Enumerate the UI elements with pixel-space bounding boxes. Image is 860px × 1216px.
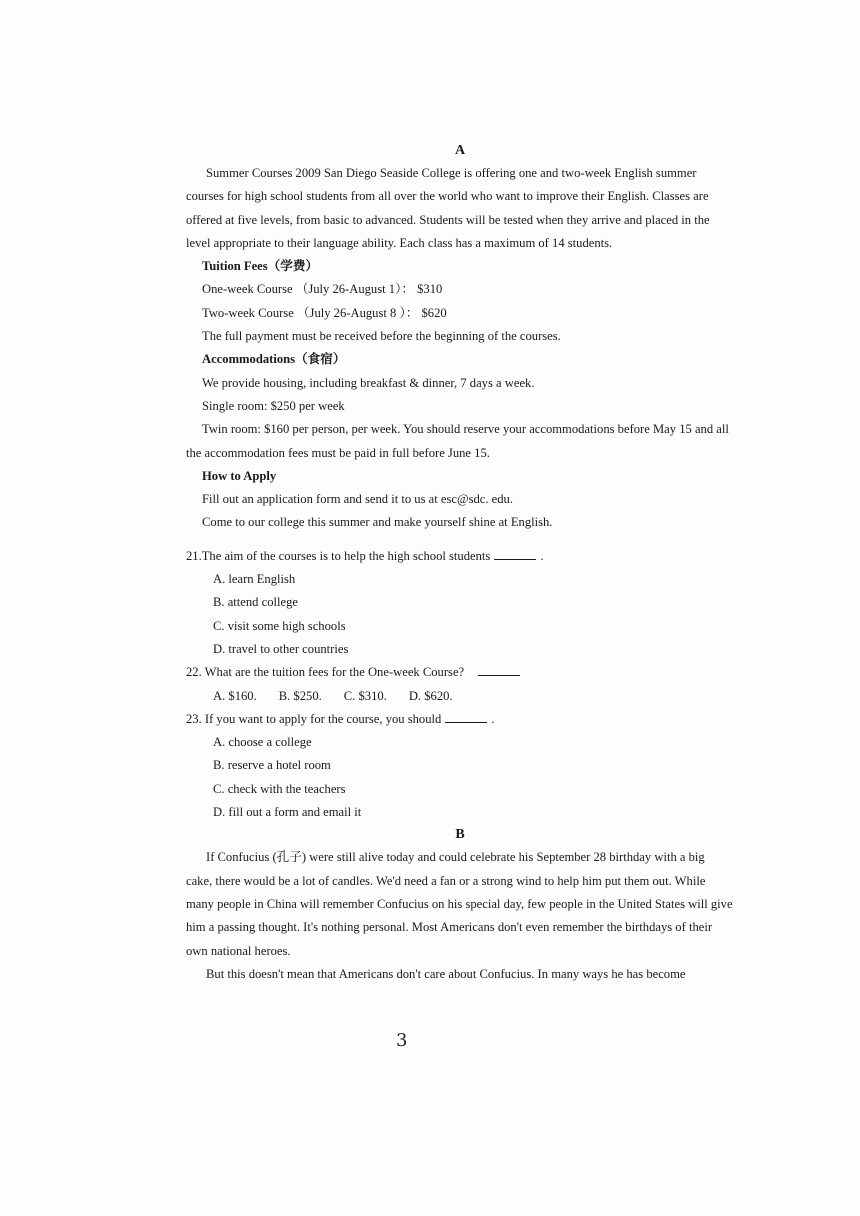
closing-text: Come to our college this summer and make yourself shine at English.	[202, 515, 553, 530]
option-a: A. choose a college	[213, 735, 312, 750]
option-b: B. $250.	[278, 688, 322, 703]
apply-text: Fill out an application form and send it to us at esc@sdc. edu.	[202, 492, 513, 507]
apply-heading: How to Apply	[202, 468, 277, 483]
answer-blank	[478, 663, 520, 676]
two-week-fee: Two-week Course （July 26-August 8 ）： $620	[202, 305, 447, 320]
option-a: A. $160.	[213, 688, 257, 703]
section-b-heading: B	[455, 827, 465, 843]
accommodations-heading: Accommodations（食宿）	[202, 352, 346, 367]
section-b-para-2: But this doesn't mean that Americans don't care about Confucius. In many ways he has become	[206, 966, 686, 981]
single-room-text: Single room: $250 per week	[202, 398, 345, 413]
option-b: B. reserve a hotel room	[213, 758, 331, 773]
twin-room-text: Twin room: $160 per person, per week. You should reserve your accommodations before May 15 and all the accommodation fees must be paid in full before June 15.	[186, 422, 729, 460]
answer-blank	[494, 547, 536, 560]
section-a-intro: Summer Courses 2009 San Diego Seaside College is offering one and two-week English summer courses for high school students from all over the world who want to improve their English. Classes are offered at five levels, from basic to advanced. Students will be tested when they arrive and placed in the level appropriate to their language ability. Each class has a maximum of 14 students.	[186, 166, 710, 250]
question-23	[186, 708, 734, 824]
question-22	[186, 661, 734, 708]
option-b: B. attend college	[213, 595, 298, 610]
answer-blank	[445, 710, 487, 723]
section-b-para-1: If Confucius (孔子) were still alive today and could celebrate his September 28 birthday with a big cake, there would be a lot of candles. We'd need a fan or a strong wind to help him put them out. While many people in China will remember Confucius on his special day, few people in the United States will give him a passing thought. It's nothing personal. Most Americans don't even remember the birthdays of their own national heroes.	[186, 850, 733, 958]
options-row	[186, 685, 734, 708]
payment-note: The full payment must be received before the beginning of the courses.	[202, 329, 561, 344]
question-21	[186, 545, 734, 661]
option-c: C. check with the teachers	[213, 781, 346, 796]
page-number: 3	[396, 1030, 408, 1051]
option-c: C. $310.	[343, 688, 387, 703]
option-d: D. travel to other countries	[213, 641, 349, 656]
page-content	[186, 140, 734, 986]
question-stem: 22. What are the tuition fees for the One-week Course?	[186, 661, 734, 684]
question-stem: 23. If you want to apply for the course, you should .	[186, 711, 495, 726]
option-c: C. visit some high schools	[213, 618, 346, 633]
option-d: D. $620.	[408, 688, 453, 703]
tuition-heading: Tuition Fees（学费）	[202, 259, 319, 274]
one-week-fee: One-week Course （July 26-August 1）： $310	[202, 282, 443, 297]
housing-text: We provide housing, including breakfast & dinner, 7 days a week.	[202, 375, 535, 390]
option-d: D. fill out a form and email it	[213, 805, 362, 820]
option-a: A. learn English	[213, 572, 296, 587]
section-a-heading: A	[454, 143, 466, 158]
question-stem: 21.The aim of the courses is to help the high school students .	[186, 548, 544, 563]
